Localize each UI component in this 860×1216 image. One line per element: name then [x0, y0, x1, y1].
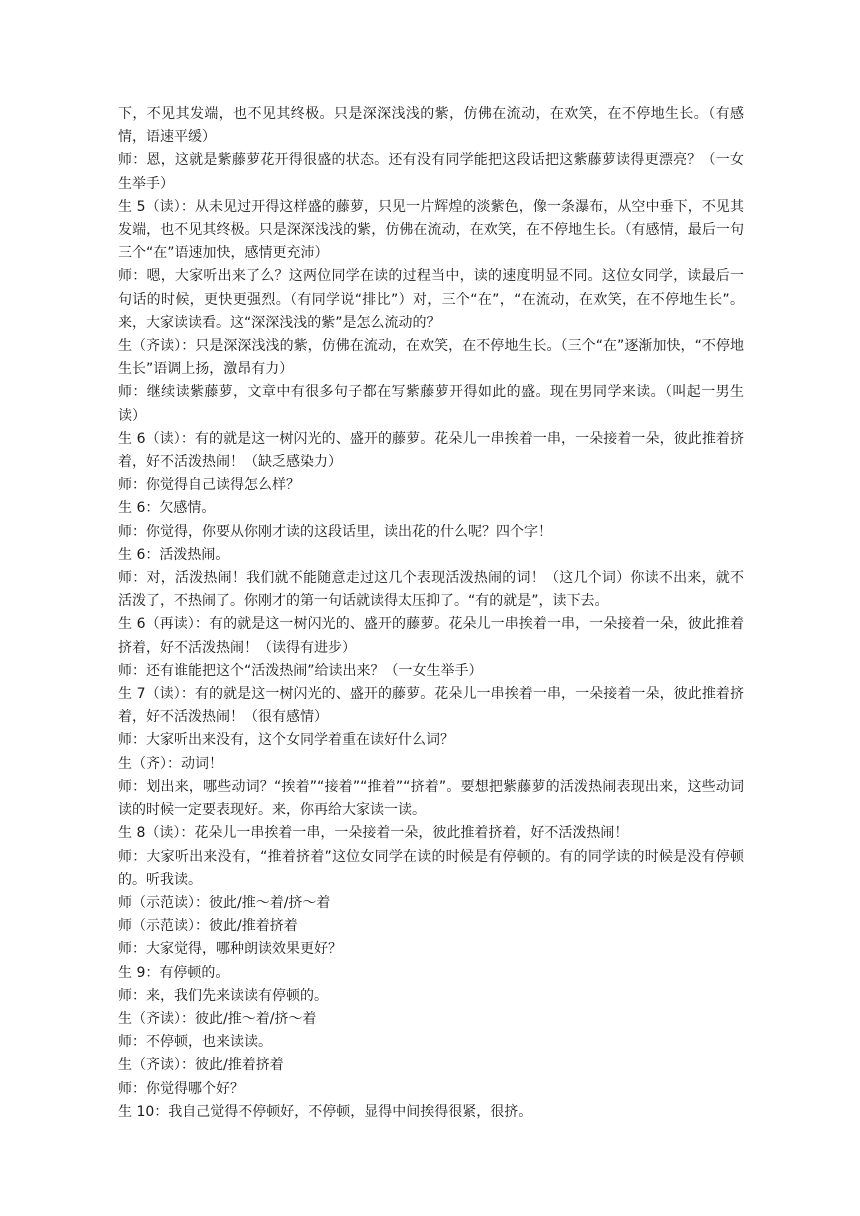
paragraph: 生 6（读）：有的就是这一树闪光的、盛开的藤萝。花朵儿一串挨着一串，一朵接着一朵，彼此推着挤着，好不活泼热闹！（缺乏感染力） — [118, 430, 744, 471]
paragraph: 师：恩，这就是紫藤萝花开得很盛的状态。还有没有同学能把这段话把这紫藤萝读得更漂亮？（一女生举手） — [118, 152, 744, 192]
paragraph: 生 6：活泼热闹。 — [118, 546, 230, 563]
paragraph: 师：嗯，大家听出来了么？这两位同学在读的过程当中，读的速度明显不同。这位女同学，读最后一句话的时候，更快更强烈。（有同学说“排比”）对，三个“在”，“在流动，在欢笑，在不停地生长”。来，大家读读看。这“深深浅浅的紫”是怎么流动的？ — [118, 268, 744, 331]
paragraph: 生（齐读）：只是深深浅浅的紫，仿佛在流动，在欢笑，在不停地生长。（三个“在”逐渐加快，“不停地生长”语调上扬，激昂有力） — [118, 338, 744, 378]
paragraph: 师：不停顿，也来读读。 — [118, 1034, 272, 1051]
paragraph: 师（示范读）：彼此/推着挤着 — [118, 918, 298, 935]
paragraph: 师：你觉得哪个好？ — [118, 1080, 244, 1097]
document-page — [118, 103, 744, 1124]
paragraph: 生 6（再读）：有的就是这一树闪光的、盛开的藤萝。花朵儿一串挨着一串，一朵接着一朵，彼此推着挤着，好不活泼热闹！（读得有进步） — [118, 616, 744, 656]
paragraph: 下，不见其发端，也不见其终极。只是深深浅浅的紫，仿佛在流动，在欢笑，在不停地生长。（有感情，语速平缓） — [118, 106, 744, 146]
paragraph: 生 9：有停顿的。 — [118, 964, 230, 981]
paragraph: 生 8（读）：花朵儿一串挨着一串，一朵接着一朵，彼此推着挤着，好不活泼热闹！ — [118, 825, 629, 842]
paragraph: 师：大家听出来没有，这个女同学着重在读好什么词？ — [118, 732, 454, 749]
paragraph: 师：大家觉得，哪种朗读效果更好？ — [118, 941, 342, 958]
paragraph: 师：来，我们先来读读有停顿的。 — [118, 987, 328, 1004]
paragraph: 生 7（读）：有的就是这一树闪光的、盛开的藤萝。花朵儿一串挨着一串，一朵接着一朵，彼此推着挤着，好不活泼热闹！（很有感情） — [118, 686, 744, 726]
paragraph: 生（齐读）：彼此/推～着/挤～着 — [118, 1010, 317, 1027]
paragraph: 师（示范读）：彼此/推～着/挤～着 — [118, 894, 331, 911]
paragraph: 生 6：欠感情。 — [118, 500, 216, 517]
paragraph: 师：你觉得，你要从你刚才读的这段话里，读出花的什么呢？四个字！ — [118, 523, 552, 540]
paragraph: 师：大家听出来没有，“推着挤着”这位女同学在读的时候是有停顿的。有的同学读的时候是没有停顿的。听我读。 — [118, 848, 744, 888]
paragraph: 师：继续读紫藤萝，文章中有很多句子都在写紫藤萝开得如此的盛。现在男同学来读。（叫起一男生读） — [118, 384, 744, 424]
paragraph: 师：对，活泼热闹！我们就不能随意走过这几个表现活泼热闹的词！（这几个词）你读不出来，就不活泼了，不热闹了。你刚才的第一句话就读得太压抑了。“有的就是”，读下去。 — [118, 570, 744, 610]
paragraph: 生（齐）：动词！ — [118, 755, 223, 772]
paragraph: 师：还有谁能把这个“活泼热闹”给读出来？（一女生举手） — [118, 662, 483, 679]
paragraph: 生 5（读）：从未见过开得这样盛的藤萝，只见一片辉煌的淡紫色，像一条瀑布，从空中垂下，不见其发端，也不见其终极。只是深深浅浅的紫，仿佛在流动，在欢笑，在不停地生长。（有感情，最后一句三个“在”语速加快，感情更充沛） — [118, 198, 744, 262]
paragraph: 师：划出来，哪些动词？“挨着”“接着”“推着”“挤着”。要想把紫藤萝的活泼热闹表现出来，这些动词读的时候一定要表现好。来，你再给大家读一读。 — [118, 778, 744, 819]
paragraph: 生 10：我自己觉得不停顿好，不停顿，显得中间挨得很紧，很挤。 — [118, 1103, 533, 1120]
paragraph: 生（齐读）：彼此/推着挤着 — [118, 1057, 284, 1074]
paragraph: 师：你觉得自己读得怎么样？ — [118, 477, 300, 494]
